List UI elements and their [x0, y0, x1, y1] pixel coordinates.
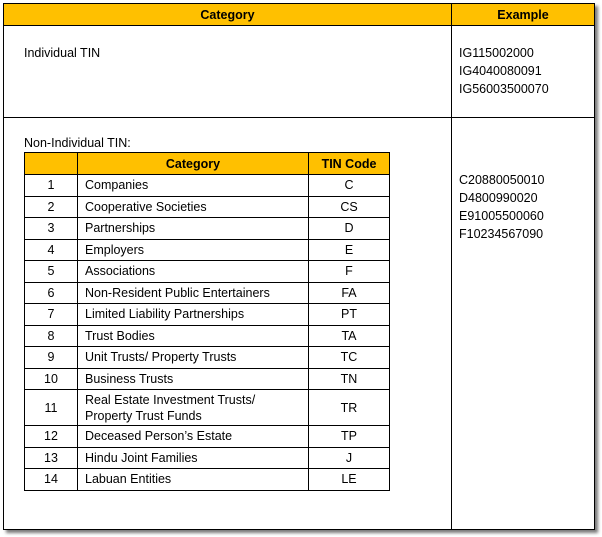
table-row	[25, 390, 390, 426]
table-row	[25, 218, 390, 240]
row-tin-code: CS	[309, 196, 390, 218]
row-number: 5	[25, 261, 78, 283]
table-row	[25, 347, 390, 369]
row-category: Real Estate Investment Trusts/ Property Trust Funds	[78, 390, 309, 426]
row-number: 9	[25, 347, 78, 369]
row-number: 12	[25, 426, 78, 448]
row-number: 2	[25, 196, 78, 218]
row-category: Labuan Entities	[78, 469, 309, 491]
row-category: Limited Liability Partnerships	[78, 304, 309, 326]
table-row	[25, 175, 390, 197]
row-category: Cooperative Societies	[78, 196, 309, 218]
tin-code-table	[24, 152, 390, 491]
row-category: Employers	[78, 239, 309, 261]
row-number: 11	[25, 390, 78, 426]
row-number: 13	[25, 447, 78, 469]
row-tin-code: C	[309, 175, 390, 197]
column-header-category: Category	[78, 153, 309, 175]
table-row	[25, 447, 390, 469]
row-category: Associations	[78, 261, 309, 283]
row-category: Non-Resident Public Entertainers	[78, 282, 309, 304]
row-tin-code: J	[309, 447, 390, 469]
row-tin-code: TA	[309, 325, 390, 347]
tin-format-table	[3, 3, 595, 530]
header-example: Example	[452, 4, 594, 26]
table-row	[25, 304, 390, 326]
column-divider	[451, 25, 452, 529]
non-individual-tin-examples	[459, 171, 545, 243]
row-tin-code: D	[309, 218, 390, 240]
example-value: IG56003500070	[459, 82, 549, 96]
table-row	[25, 325, 390, 347]
table-row	[25, 282, 390, 304]
row-number: 3	[25, 218, 78, 240]
non-individual-tin-label: Non-Individual TIN:	[24, 136, 131, 150]
column-header-tin-code: TIN Code	[309, 153, 390, 175]
table-row	[25, 239, 390, 261]
example-value: IG4040080091	[459, 64, 542, 78]
row-tin-code: E	[309, 239, 390, 261]
row-category: Deceased Person’s Estate	[78, 426, 309, 448]
row-category: Partnerships	[78, 218, 309, 240]
table-row	[25, 368, 390, 390]
example-value: C20880050010	[459, 173, 545, 187]
example-value: D4800990020	[459, 191, 538, 205]
row-number: 14	[25, 469, 78, 491]
example-value: F10234567090	[459, 227, 544, 241]
row-category: Trust Bodies	[78, 325, 309, 347]
row-tin-code: TN	[309, 368, 390, 390]
row-tin-code: LE	[309, 469, 390, 491]
example-value: E91005500060	[459, 209, 544, 223]
row-category: Unit Trusts/ Property Trusts	[78, 347, 309, 369]
row-tin-code: FA	[309, 282, 390, 304]
column-header-number	[25, 153, 78, 175]
row-number: 1	[25, 175, 78, 197]
row-tin-code: F	[309, 261, 390, 283]
row-number: 8	[25, 325, 78, 347]
row-number: 4	[25, 239, 78, 261]
row-category: Hindu Joint Families	[78, 447, 309, 469]
row-number: 10	[25, 368, 78, 390]
table-row	[25, 261, 390, 283]
row-number: 6	[25, 282, 78, 304]
row-category: Business Trusts	[78, 368, 309, 390]
row-tin-code: TC	[309, 347, 390, 369]
row-tin-code: TR	[309, 390, 390, 426]
table-row	[25, 469, 390, 491]
table-row	[25, 196, 390, 218]
row-number: 7	[25, 304, 78, 326]
row-tin-code: TP	[309, 426, 390, 448]
example-value: IG115002000	[459, 46, 534, 60]
row-category: Companies	[78, 175, 309, 197]
table-row	[25, 426, 390, 448]
row-divider	[4, 117, 594, 118]
row-tin-code: PT	[309, 304, 390, 326]
individual-tin-label: Individual TIN	[24, 46, 101, 60]
header-category: Category	[4, 4, 452, 26]
individual-tin-examples	[459, 44, 549, 98]
